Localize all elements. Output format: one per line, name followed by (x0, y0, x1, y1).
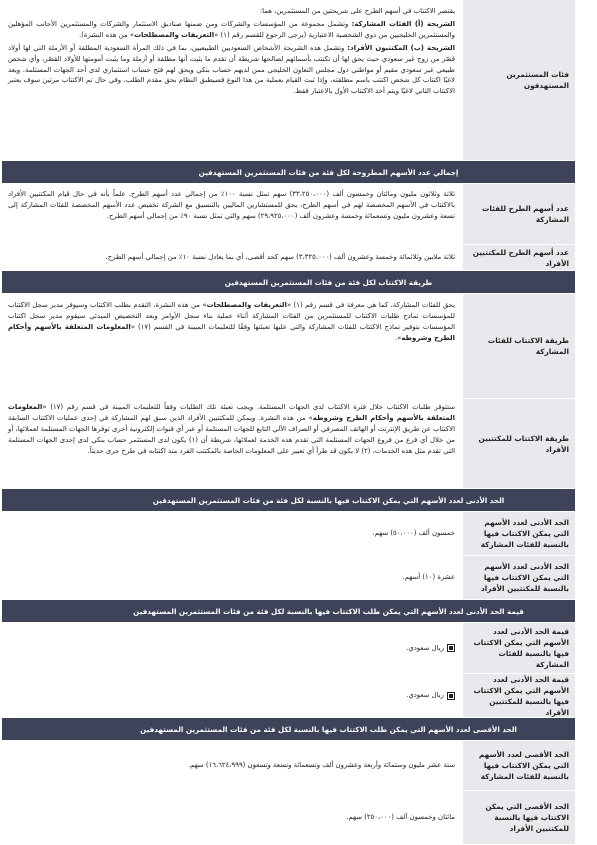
row-content: ثلاثة وثلاثون مليون ومائتان وخمسون ألف (٣٣،٢٥٠،٠٠٠) سهم تمثل نسبة ١٠٠٪ من إجمالي عدد أسهم الطرح. علماً بأنه في حال قيام المكتتبين الأفراد بالاكتتاب في الأسهم المخصصة لهم في أسهم الطرح، يحق للمستشارين الماليين بالتنسيق مع الشركة تخفيض عدد الأسهم المخصصة للفئات المشاركة إلى تسعة وعشرون مليون وتسعمائة وخمسة وعشرون ألف (٢٩،٩٢٥،٠٠٠) سهم والتي تمثل نسبة ٩٠٪ من إجمالي أسهم الطرح. (8, 190, 455, 220)
shares-institutional-row (2, 184, 575, 245)
row-label: فئات المستثمرين المستهدفون (463, 0, 575, 160)
row-content: ريال سعودي. (2, 623, 463, 673)
max-shares-institutional-row (2, 741, 575, 791)
row-content (2, 0, 463, 160)
row-label: عدد أسهم الطرح للمكتتبين الأفراد (463, 245, 575, 270)
min-value-individual-row (2, 674, 575, 718)
min-shares-individual-row (2, 556, 575, 600)
row-label: قيمة الحد الأدنى لعدد الأسهم التي يمكن الاكتتاب فيها بالنسبة للمكتتبين الأفراد (463, 674, 575, 717)
tranche-a-text: الشريحة (أ) الفئات المشاركة: وتشمل مجموعة من المؤسسات والشركات ومن ضمنها صناديق الاستثمار والشركات والمستثمرين الأجانب المؤهلين والمستثمرين الخليجيين من ذوي الشخصية الاعتبارية (يرجى الرجوع للقسم رقم (١) «التعريفات والمصطلحات» من هذه النشرة). (8, 19, 455, 39)
row-label: الحد الأدنى لعدد الأسهم التي يمكن الاكتتاب فيها بالنسبة للمكتتبين الأفراد (463, 556, 575, 599)
section-header: الحد الأدنى لعدد الأسهم التي يمكن الاكتتاب فيها بالنسبة لكل فئة من فئات المستثمرين المستهدفين (2, 489, 575, 512)
row-label: قيمة الحد الأدنى لعدد الأسهم التي يمكن الاكتتاب فيها بالنسبة للفئات المشاركة (463, 623, 575, 673)
section-header: الحد الأقصى لعدد الأسهم التي يمكن طلب الاكتتاب فيها بالنسبة لكل فئة من فئات المستثمرين المستهدفين (2, 718, 575, 741)
section-header: إجمالي عدد الأسهم المطروحة لكل فئة من فئات المستثمرين المستهدفين (2, 161, 575, 184)
section-header: قيمة الحد الأدنى لعدد الأسهم التي يمكن طلب الاكتتاب فيها بالنسبة لكل فئة من فئات المستثمرين المستهدفين (2, 600, 575, 623)
min-value-institutional-row (2, 623, 575, 674)
row-label: الحد الأقصى لعدد الأسهم التي يمكن الاكتتاب فيها بالنسبة للفئات المشاركة (463, 741, 575, 790)
row-label: الحد الأدنى لعدد الأسهم التي يمكن الاكتتاب فيها بالنسبة للفئات المشاركة (463, 512, 575, 555)
row-label: عدد أسهم الطرح للفئات المشاركة (463, 184, 575, 244)
section-header: طريقة الاكتتاب لكل فئة من فئات المستثمرين المستهدفين (2, 271, 575, 294)
row-label: طريقة الاكتتاب للفئات المشاركة (463, 294, 575, 398)
row-content: ريال سعودي. (2, 674, 463, 717)
row-content: يحق للفئات المشاركة، كما هي معرفة في قسم رقم (١) «التعريفات والمصطلحات» من هذه النشرة، التقدم بطلب الاكتتاب وسيوفر مدير سجل الاكتتاب للمؤسسات نماذج طلبات الاكتتاب للمستثمرين من الفئات المشاركة أثناء عملية بناء سجل الأوامر وبعد التخصيص المبدئي سيقوم مدير سجل اكتتاب المؤسسات بتوفير نماذج الاكتتاب للفئات المشاركة والتي عليها تعبئتها وفقًا للتعليمات المبينة في القسم (١٧) «المعلومات المتعلقة بالأسهم وأحكام الطرح وشروطه». (8, 301, 455, 342)
row-content: ثلاثة ملايين وثلاثمائة وخمسة وعشرون ألف (٣،٣٢٥،٠٠٠) سهم كحد أقصى، أي بما يعادل نسبة ١٠٪ من إجمالي أسهم الطرح. (105, 253, 455, 262)
max-shares-individual-row (2, 791, 575, 845)
tranche-a-title: الشريحة (أ) الفئات المشاركة: (351, 19, 455, 28)
checkbox-icon (447, 692, 455, 700)
row-label: الحد الأقصى التي يمكن الاكتتاب فيها بالنسبة للمكتتبين الأفراد (463, 791, 575, 844)
target-investors-row (2, 0, 575, 161)
tranche-b-text: الشريحة (ب) المكتتبون الأفراد: وتشمل هذه الشريحة الأشخاص السعوديين الطبيعيين، بما في ذلك المرأة السعودية المطلقة أو الأرملة التي لها أولاد قصّر من زوج غير سعودي حيث يحق لها أن تكتتب بأسمائهم لصالحها شريطة أن تقدم ما يثبت أنها مطلقة أو أرملة وما يثبت أمومتها للأولاد القصّر، وأي شخص طبيعي غير سعودي مقيم أو مواطني دول مجلس التعاون الخليجي ممن لديهم حساب بنكي ويحق لهم فتح حساب استثماري لدى أحد الجهات المستلمة. ويعد لاغيًا اكتتاب كل شخص اكتتب باسم مطلقته، وإذا ثبت القيام بعملية من هذا النوع فسيطبق النظام بحق مقدم الطلب. وفي حال تم الاكتتاب مرتين سوف يعتبر الاكتتاب الثاني لاغيًا ويتم أخذ الاكتتاب الأول بالاعتبار فقط. (8, 43, 455, 96)
shares-individual-row (2, 245, 575, 271)
row-content: ستة عشر مليون وستمائة وأربعة وعشرون ألف وتسعمائة وتسعة وتسعون (١٦،٦٢٤،٩٩٩) سهم. (187, 761, 455, 770)
method-individual-row (2, 399, 575, 489)
row-content: ستتوفر طلبات الاكتتاب خلال فترة الاكتتاب لدى الجهات المستلمة. ويجب تعبئة تلك الطلبات وفقاً للتعليمات المبينة في قسم رقم (١٧) «المعلومات المتعلقة بالأسهم وأحكام الطرح وشروطه» من هذه النشرة. ويمكن للمكتتبين الأفراد الذين سبق لهم المشاركة في إحدى عمليات الاكتتاب السابقة الاكتتاب عن طريق الإنترنت أو الهاتف المصرفي أو الصراف الآلي التابع للجهات المستلمة أو عبر أي قنوات إلكترونية أخرى توفرها الجهات المستلمة لعملائها، أو من خلال أي فرع من فروع الجهات المستلمة التي تقدم هذه الخدمة لعملائها، شريطة أن (١) يكون لدى المستثمر حساب بنكي لدى إحدى الجهات المستلمة التي تقدم مثل هذه الخدمات، (٢) لا يكون قد طرأ أي تغيير على المعلومات الخاصة بالمكتتب الفرد منذ اكتتابه في طرح جرى حديثاً. (8, 403, 456, 455)
row-content: مائتان وخمسون ألف (٢٥٠،٠٠٠) سهم. (346, 813, 455, 822)
intro-text: يقتصر الاكتتاب في أسهم الطرح على شريحتين من المستثمرين، هما: (259, 7, 455, 15)
checkbox-icon (447, 644, 455, 652)
tranche-b-title: الشريحة (ب) المكتتبون الأفراد: (347, 43, 455, 52)
offering-terms-table (2, 0, 575, 845)
row-content: عشرة (١٠) أسهم. (402, 573, 455, 582)
row-label: طريقة الاكتتاب للمكتتبين الأفراد (463, 399, 575, 488)
min-shares-institutional-row (2, 512, 575, 556)
row-content: خمسون ألف (٥٠،٠٠٠) سهم. (372, 529, 455, 538)
method-institutional-row (2, 294, 575, 399)
